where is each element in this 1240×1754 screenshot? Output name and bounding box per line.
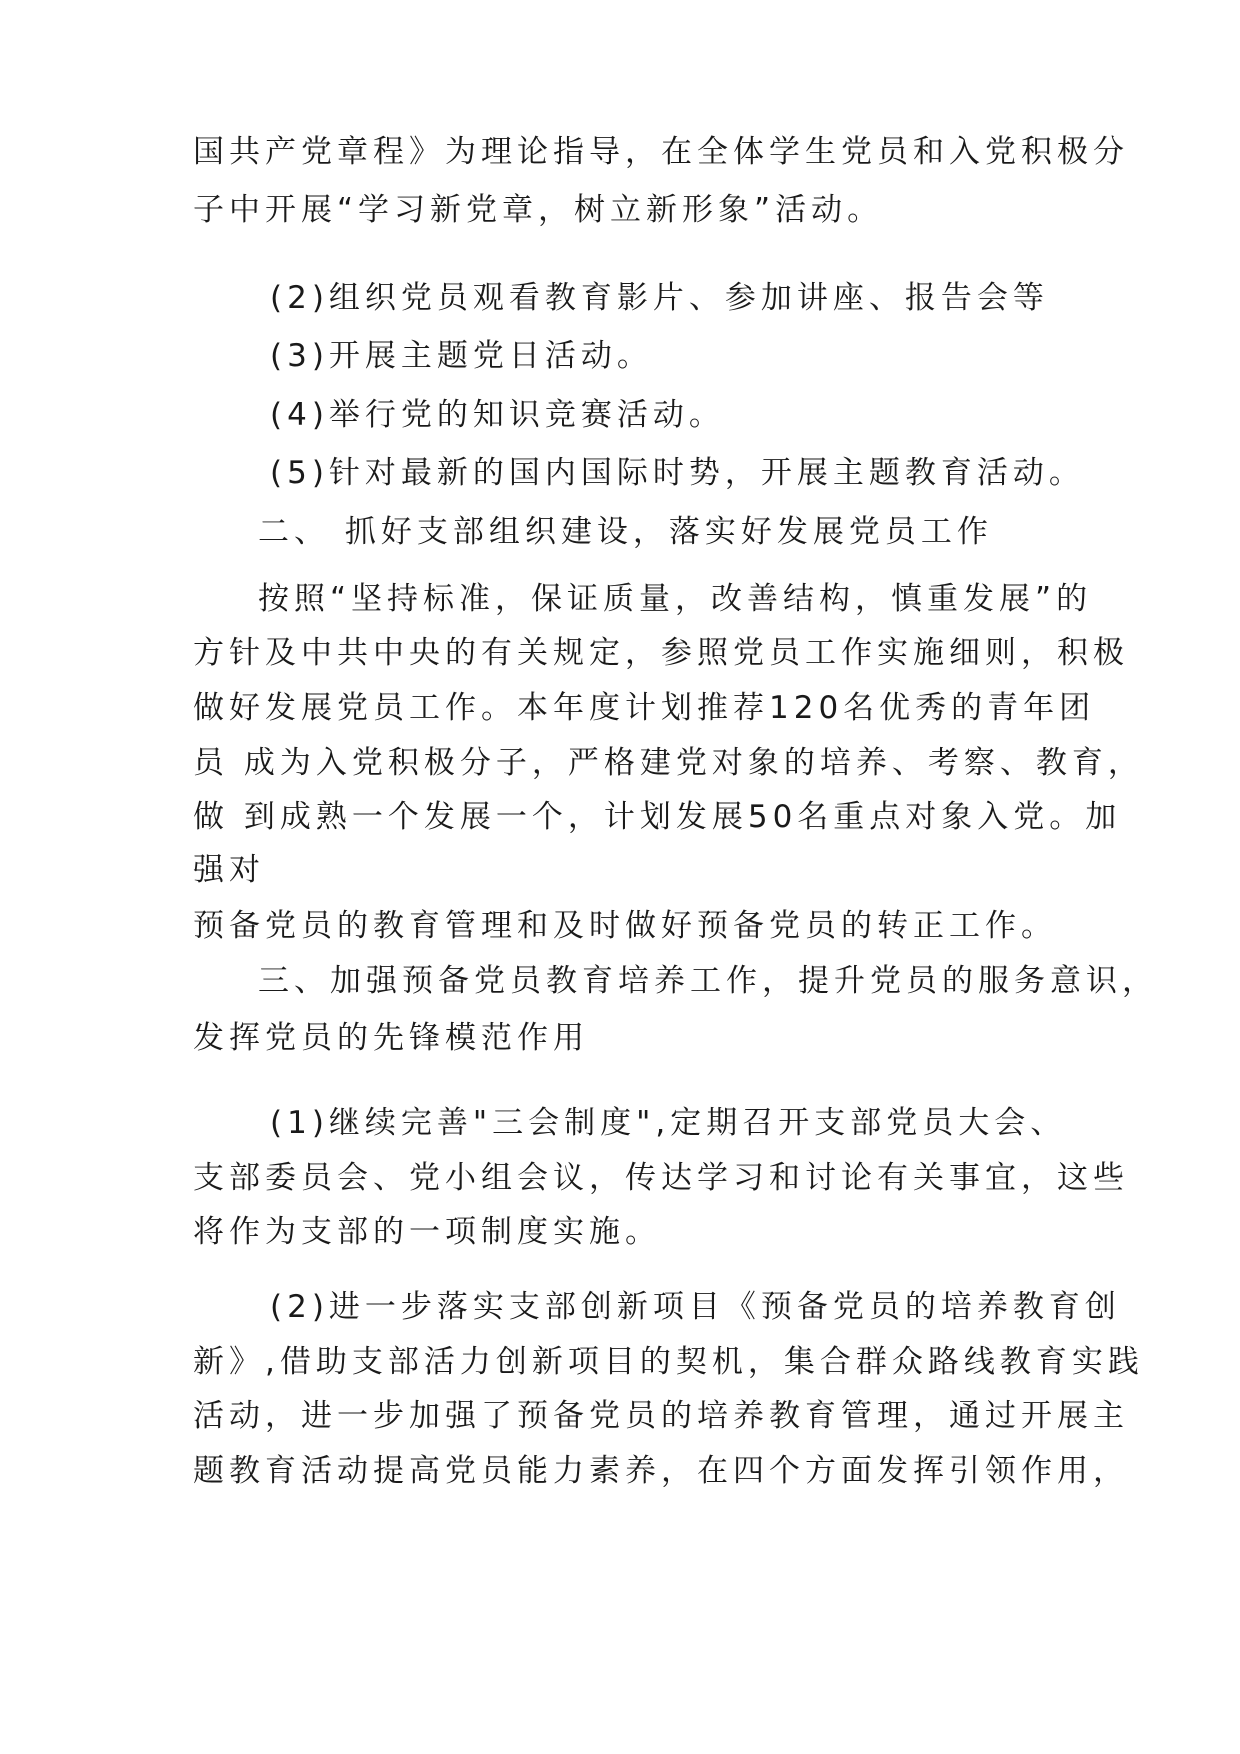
text-line: 题教育活动提高党员能力素养，在四个方面发挥引领作用， (193, 1453, 1129, 1489)
text-line: (2)组织党员观看教育影片、参加讲座、报告会等 (270, 280, 1049, 316)
section-heading-continued: 发挥党员的先锋模范作用 (193, 1020, 589, 1056)
text-line: 将作为支部的一项制度实施。 (193, 1214, 661, 1250)
text-line: 活动，进一步加强了预备党员的培养教育管理，通过开展主 (193, 1398, 1129, 1434)
text-line: 预备党员的教育管理和及时做好预备党员的转正工作。 (193, 908, 1057, 944)
text-line: (4)举行党的知识竞赛活动。 (270, 397, 725, 433)
text-line: (5)针对最新的国内国际时势，开展主题教育活动。 (270, 455, 1085, 491)
text-line: (2)进一步落实支部创新项目《预备党员的培养教育创 (270, 1289, 1121, 1325)
text-line: 做好发展党员工作。本年度计划推荐120名优秀的青年团 (193, 690, 1096, 726)
text-line: (3)开展主题党日活动。 (270, 338, 653, 374)
text-line: 支部委员会、党小组会议，传达学习和讨论有关事宜，这些 (193, 1160, 1129, 1196)
text-line: 新》,借助支部活力创新项目的契机，集合群众路线教育实践 (193, 1344, 1144, 1380)
text-line: 子中开展“学习新党章，树立新形象”活动。 (193, 192, 884, 228)
text-line: (1)继续完善"三会制度",定期召开支部党员大会、 (270, 1105, 1067, 1141)
text-line: 做 到成熟一个发展一个，计划发展50名重点对象入党。加 (193, 799, 1122, 835)
text-line: 方针及中共中央的有关规定，参照党员工作实施细则，积极 (193, 635, 1129, 671)
text-line: 国共产党章程》为理论指导，在全体学生党员和入党积极分 (193, 134, 1129, 170)
section-heading: 二、 抓好支部组织建设，落实好发展党员工作 (258, 514, 993, 550)
section-heading: 三、加强预备党员教育培养工作，提升党员的服务意识， (258, 963, 1158, 999)
text-line: 强对 (193, 852, 265, 888)
text-line: 按照“坚持标准，保证质量，改善结构，慎重发展”的 (258, 581, 1093, 617)
text-line: 员 成为入党积极分子，严格建党对象的培养、考察、教育， (193, 745, 1144, 781)
